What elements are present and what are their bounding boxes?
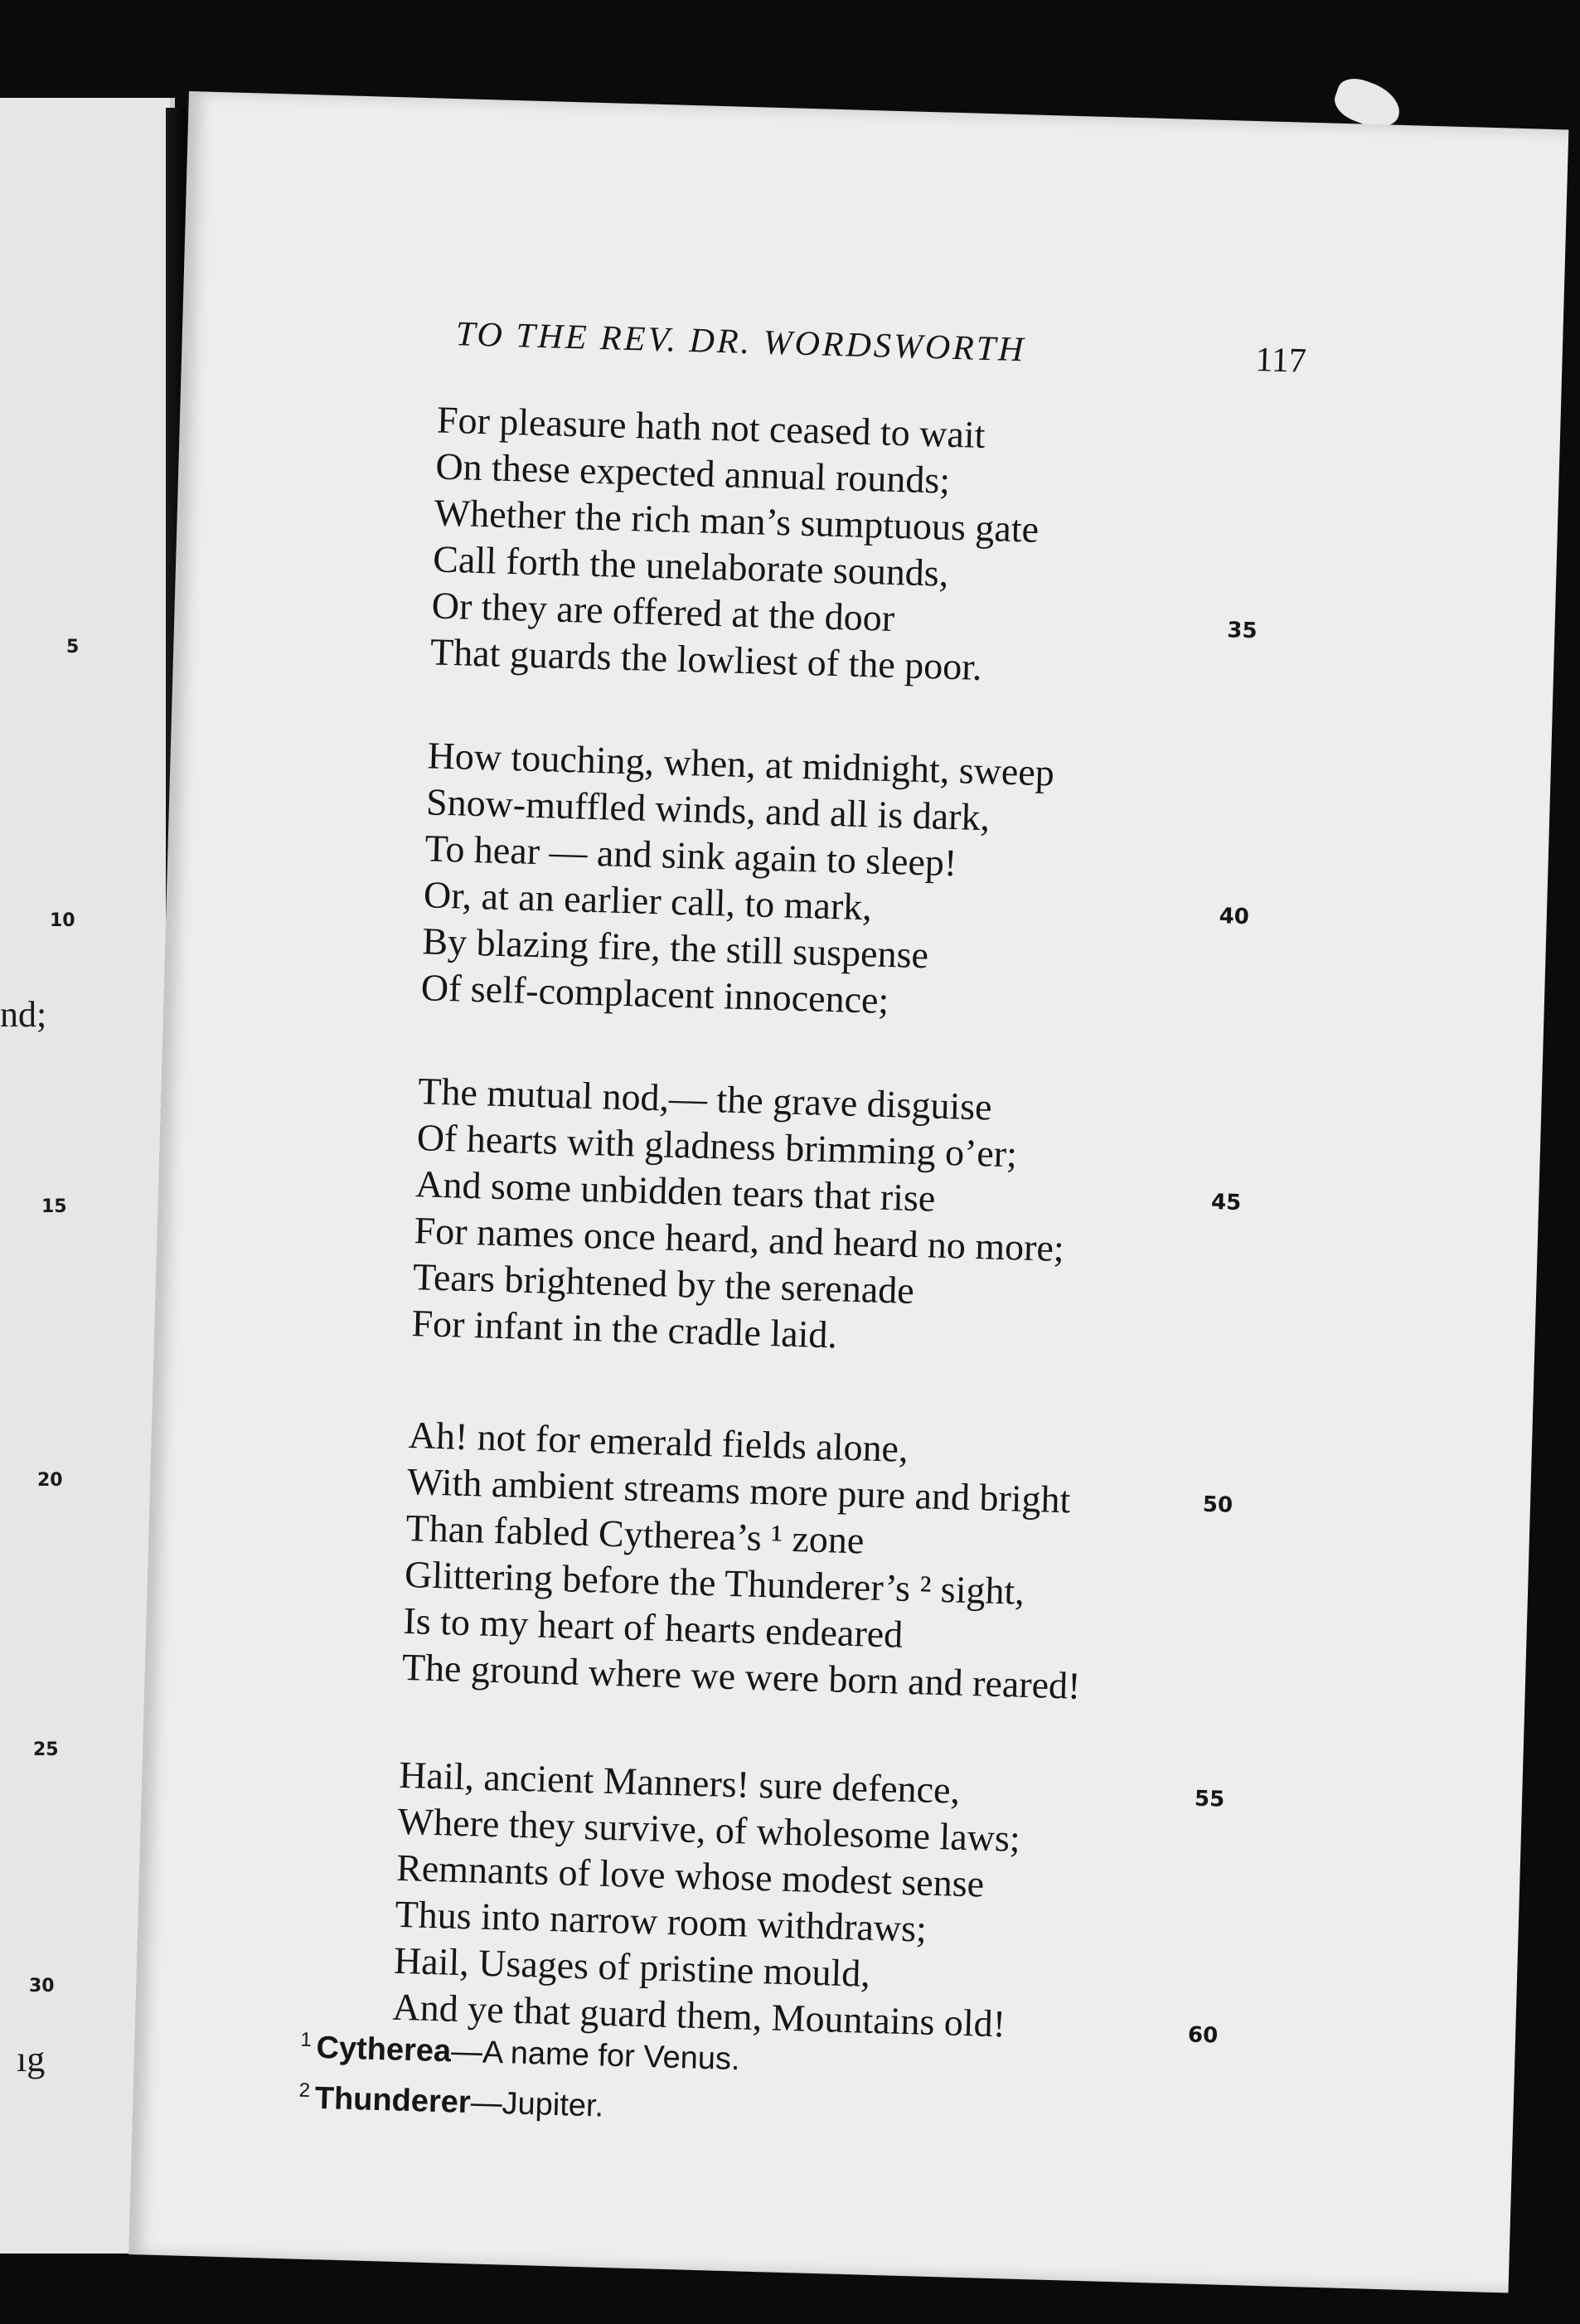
poem-line: How touching, when, at midnight, sweep [427, 734, 1055, 794]
stanza [392, 1752, 1229, 2054]
poem-line: And ye that guard them, Mountains old! [391, 1985, 1006, 2045]
running-head: TO THE REV. DR. WORDSWORTH [455, 315, 1027, 370]
poem-line: Call forth the unelaborate sounds, [432, 537, 949, 594]
poem-line: Whether the rich man’s sumptuous gate [434, 491, 1040, 551]
left-line-number: 5 [66, 637, 80, 657]
poem-line: Or they are offered at the door [431, 584, 895, 640]
footnotes [298, 2019, 741, 2132]
poem-line: That guards the lowliest of the poor. [429, 630, 983, 688]
line-number: 50 [1202, 1492, 1233, 1518]
left-line-number: 20 [37, 1470, 63, 1491]
poem-line: On these expected annual rounds; [434, 444, 951, 502]
footnote-term: Thunderer [314, 2080, 472, 2120]
page-number: 117 [1254, 341, 1307, 381]
poem-line: To hear — and sink again to sleep! [424, 827, 957, 885]
left-line-number: 30 [29, 1976, 55, 1997]
poem-line: For names once heard, and heard no more; [414, 1209, 1065, 1270]
left-line-number: 10 [50, 910, 75, 931]
line-number: 45 [1210, 1189, 1242, 1215]
line-number: 60 [1187, 2022, 1219, 2049]
poem-line: The mutual nod,— the grave disguise [417, 1070, 993, 1128]
footnote-mark: 1 [300, 2028, 313, 2052]
left-line-number: 25 [33, 1739, 59, 1760]
footnote-text: —Jupiter. [470, 2084, 604, 2124]
footnote-text: —A name for Venus. [450, 2034, 741, 2078]
left-text-fragment: ıg [17, 2039, 46, 2079]
poem-line: Where they survive, of wholesome laws; [397, 1799, 1021, 1860]
stanza [420, 732, 1257, 1034]
footnote-term: Cytherea [315, 2030, 452, 2069]
poem-line: Remnants of love whose modest sense [395, 1846, 985, 1905]
stanza [411, 1068, 1248, 1370]
poem-line: Hail, Usages of pristine mould, [393, 1938, 871, 1995]
line-number: 40 [1219, 904, 1250, 930]
poem-line: Tears brightened by the serenade [412, 1255, 915, 1312]
poem-line: Is to my heart of hearts endeared [402, 1599, 904, 1656]
poem-line: Ah! not for emerald fields alone, [408, 1414, 909, 1470]
line-number: 55 [1194, 1786, 1225, 1812]
poem-line: For infant in the cradle laid. [410, 1302, 838, 1356]
poem-line: Glittering before the Thunderer’s ² sight, [404, 1552, 1025, 1613]
poem-line: Than fabled Cytherea’s ¹ zone [405, 1506, 865, 1562]
stanza [429, 397, 1266, 699]
poem-line: The ground where we were born and reared! [401, 1645, 1082, 1707]
poem-line: For pleasure hath not ceased to wait [436, 398, 986, 456]
poem-line: Of self-complacent innocence; [420, 966, 889, 1021]
left-text-fragment: nd; [0, 994, 47, 1035]
left-line-number: 15 [41, 1196, 67, 1217]
poem-line: Thus into narrow room withdraws; [395, 1892, 928, 1950]
poem-line: Of hearts with gladness brimming o’er; [416, 1116, 1018, 1176]
poem-line: Snow-muffled winds, and all is dark, [425, 780, 991, 839]
poem-line: Hail, ancient Manners! sure defence, [398, 1753, 961, 1812]
stanza [401, 1412, 1238, 1714]
poem-line: By blazing fire, the still suspense [421, 919, 929, 977]
poem-line: With ambient streams more pure and bright [406, 1460, 1072, 1521]
line-number: 35 [1226, 618, 1258, 644]
poem-line: Or, at an earlier call, to mark, [423, 873, 873, 929]
poem-line: And some unbidden tears that rise [414, 1162, 937, 1220]
footnote-mark: 2 [298, 2079, 311, 2102]
book-page [128, 91, 1568, 2292]
